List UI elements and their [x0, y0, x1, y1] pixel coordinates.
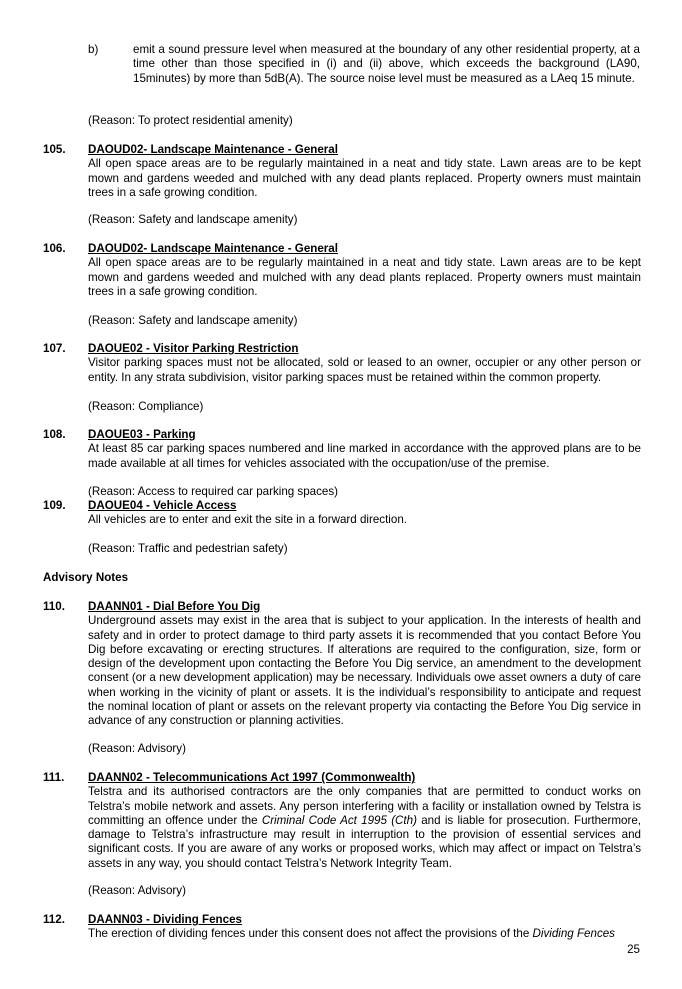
reason-text: (Reason: To protect residential amenity)	[88, 114, 293, 127]
condition-title: DAOUE02 - Visitor Parking Restriction	[88, 342, 299, 355]
condition-number: 112.	[43, 913, 65, 926]
condition-text: The erection of dividing fences under this consent does not affect the provisions of the Dividing Fences	[88, 927, 615, 941]
condition-title: DAANN01 - Dial Before You Dig	[88, 600, 261, 613]
condition-106	[43, 242, 641, 299]
condition-number: 111.	[43, 771, 65, 784]
condition-number: 106.	[43, 242, 66, 255]
reason-text: (Reason: Safety and landscape amenity)	[88, 213, 298, 226]
condition-number: 109.	[43, 499, 66, 512]
act-name-italic: Criminal Code Act 1995 (Cth)	[261, 813, 417, 827]
reason-text: (Reason: Compliance)	[88, 400, 204, 413]
condition-text: Telstra and its authorised contractors are the only companies that are permitted to conduct works on Telstra’s mobile network and assets. Any person interfering with a facility or installation owned by Telstra is committing an offence under the Criminal Code Act 1995 (Cth) and is liable for prosecution. Furthermore, damage to Telstra’s infrastructure may result in interruption to the provision of essential services and significant costs. If you are aware of any works or proposed works, which may affect or impact on Telstra’s assets in any way, you should contact Telstra’s Network Integrity Team.	[88, 785, 641, 870]
condition-title: DAOUD02- Landscape Maintenance - General	[88, 143, 338, 156]
condition-text: All open space areas are to be regularly maintained in a neat and tidy state. Lawn areas are to be kept mown and gardens weeded and mulched with any dead plants replaced. Property owners must maintain trees in a safe growing condition.	[88, 256, 641, 298]
section-heading: Advisory Notes	[43, 571, 129, 584]
condition-number: 110.	[43, 600, 65, 613]
condition-112	[43, 913, 641, 942]
reason-text: (Reason: Traffic and pedestrian safety)	[88, 542, 288, 555]
list-item-b	[88, 43, 640, 86]
condition-number: 108.	[43, 428, 66, 441]
reason-text: (Reason: Advisory)	[88, 884, 186, 897]
reason-text: (Reason: Safety and landscape amenity)	[88, 314, 298, 327]
condition-111	[43, 771, 641, 871]
condition-title: DAOUE03 - Parking	[88, 428, 196, 441]
condition-text: All vehicles are to enter and exit the site in a forward direction.	[88, 513, 407, 527]
act-name-italic: Dividing Fences	[532, 927, 615, 941]
page-number: 25	[627, 943, 640, 956]
reason-text: (Reason: Advisory)	[88, 742, 186, 755]
condition-108	[43, 428, 641, 471]
condition-title: DAANN03 - Dividing Fences	[88, 913, 242, 926]
condition-text: At least 85 car parking spaces numbered and line marked in accordance with the approved plans are to be made available at all times for vehicles associated with the occupation/use of the premise.	[88, 442, 641, 470]
condition-number: 105.	[43, 143, 66, 156]
condition-110	[43, 600, 641, 729]
list-text: emit a sound pressure level when measured at the boundary of any other residential property, at a time other than those specified in (i) and (ii) above, which exceeds the background (LA90, 15minutes) by more than 5dB(A). The source noise level must be measured as a LAeq 15 minute.	[133, 43, 640, 85]
condition-number: 107.	[43, 342, 66, 355]
condition-title: DAANN02 - Telecommunications Act 1997 (Commonwealth)	[88, 771, 416, 784]
condition-105	[43, 143, 641, 200]
list-label: b)	[88, 43, 99, 56]
condition-109	[43, 499, 641, 528]
condition-107	[43, 342, 641, 385]
condition-title: DAOUD02- Landscape Maintenance - General	[88, 242, 338, 255]
condition-title: DAOUE04 - Vehicle Access	[88, 499, 237, 512]
condition-text: Underground assets may exist in the area that is subject to your application. In the interests of health and safety and in order to protect damage to third party assets it is recommended that you contact Before You Dig before excavating or erecting structures. If alterations are required to the configuration, size, form or design of the development upon contacting the Before You Dig service, an amendment to the development consent (or a new development application) may be necessary. Individuals owe asset owners a duty of care when working in the vicinity of plant or assets. It is the individual’s responsibility to anticipate and request the nominal location of plant or assets on the relevant property via contacting the Before You Dig service in advance of any construction or planning activities.	[88, 614, 641, 728]
condition-text: All open space areas are to be regularly maintained in a neat and tidy state. Lawn areas are to be kept mown and gardens weeded and mulched with any dead plants replaced. Property owners must maintain trees in a safe growing condition.	[88, 157, 641, 199]
reason-text: (Reason: Access to required car parking spaces)	[88, 485, 339, 498]
condition-text: Visitor parking spaces must not be allocated, sold or leased to an owner, occupier or any other person or entity. In any strata subdivision, visitor parking spaces must be retained within the common property.	[88, 356, 641, 384]
